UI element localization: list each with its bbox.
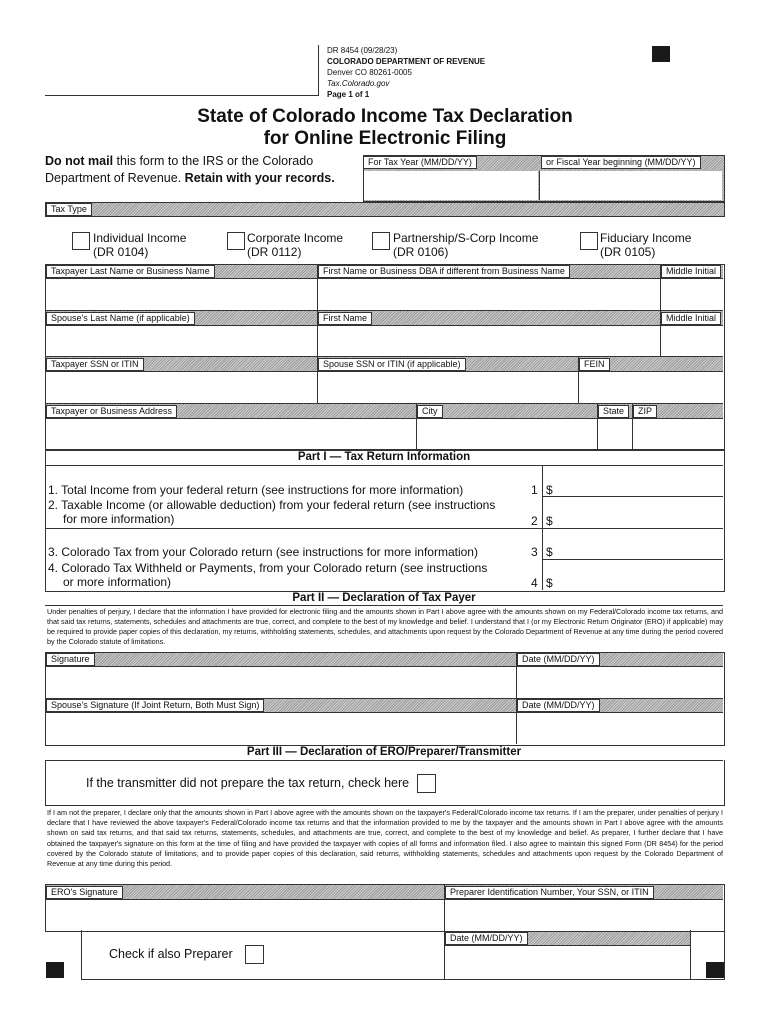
line-3-amount-input[interactable]: [556, 530, 722, 558]
intro-text-2: Department of Revenue.: [45, 171, 185, 185]
corporate-income-form: (DR 0112): [247, 245, 302, 259]
first-name-dba-input[interactable]: [318, 279, 659, 310]
signature-date-input[interactable]: [517, 667, 722, 698]
tax-year-label: For Tax Year (MM/DD/YY): [363, 156, 477, 169]
signature-date-label: Date (MM/DD/YY): [517, 653, 600, 666]
partnership-income-label: Partnership/S-Corp Income: [393, 231, 539, 245]
department-address: Denver CO 80261-0005: [327, 68, 412, 77]
line-number: 3.: [48, 545, 59, 559]
taxpayer-last-name-input[interactable]: [46, 279, 316, 310]
fiscal-year-label: or Fiscal Year beginning (MM/DD/YY): [541, 156, 701, 169]
tax-year-input[interactable]: [364, 171, 538, 200]
first-name-dba-label: First Name or Business DBA if different from Business Name: [318, 265, 570, 278]
zip-label: ZIP: [633, 405, 657, 418]
line-text: Colorado Tax from your Colorado return (see instructions for more information): [61, 545, 478, 559]
city-label: City: [417, 405, 443, 418]
spouse-first-name-input[interactable]: [318, 326, 659, 356]
partnership-income-option: [393, 231, 538, 259]
taxpayer-ssn-input[interactable]: [46, 372, 316, 403]
middle-initial-input[interactable]: [661, 279, 722, 310]
form-number: DR 8454 (09/28/23): [327, 46, 398, 55]
part3-declaration: If I am not the preparer, I declare only that the amounts shown in Part I above agree with the amounts shown on the taxpayer's Federal/Colorado income tax returns. If I am the preparer, under penalties of perjury I declare that I have reviewed the above taxpayer's Federal/Colorado income tax returns and that the information provided to me by the taxpayer and the amounts shown in Part I above agree with the amounts shown on said tax returns, and that said tax returns, statements, schedules, and attachments are true, correct, and complete to the best of my knowledge and belief. As preparer, I further declare that I have obtained the taxpayer's signature on this form at the time of filing and have provided the taxpayer with copies of all forms and information filed. I also agree to maintain this signed Form (DR 8454) for the period covered by the Colorado statute of limitations, and to provide paper copies of this declaration, said returns, withholding statements, schedules and attachments upon request by the Colorado Department of Revenue at any time during this period.: [47, 808, 723, 869]
dollar-sign: $: [546, 514, 553, 528]
page-number: Page 1 of 1: [327, 90, 370, 99]
line-text-cont: or more information): [63, 575, 172, 589]
fiduciary-income-option: [600, 231, 691, 259]
fiscal-year-input[interactable]: [540, 171, 722, 200]
middle-initial-label-2: Middle Initial: [661, 312, 721, 325]
line-text-cont: for more information): [63, 512, 175, 526]
spouse-ssn-input[interactable]: [318, 372, 577, 403]
divider: [690, 930, 691, 979]
intro-bold-2: Retain with your records.: [184, 171, 335, 185]
middle-initial-label: Middle Initial: [661, 265, 721, 278]
rule: [45, 310, 723, 311]
corporate-income-label: Corporate Income: [247, 231, 344, 245]
spouse-middle-initial-input[interactable]: [661, 326, 722, 356]
part1-rule: [542, 559, 723, 560]
corporate-income-option: [247, 231, 343, 259]
line-4-amount-input[interactable]: [556, 561, 722, 589]
preparer-id-input[interactable]: [445, 900, 722, 929]
transmitter-checkbox[interactable]: [417, 774, 436, 793]
title-line-1: State of Colorado Income Tax Declaration: [197, 106, 573, 127]
part1-rule: [542, 496, 723, 497]
partnership-income-checkbox[interactable]: [372, 232, 390, 250]
line-box-number: 4: [531, 576, 538, 590]
part1-line-1: [48, 483, 538, 497]
part1-line-3: [48, 545, 538, 559]
spouse-signature-label: Spouse's Signature (If Joint Return, Both Must Sign): [46, 699, 264, 712]
also-preparer-text: Check if also Preparer: [109, 947, 233, 961]
line-2-amount-input[interactable]: [556, 498, 722, 527]
spouse-last-name-label: Spouse's Last Name (if applicable): [46, 312, 195, 325]
header-rule: [45, 95, 318, 96]
address-label: Taxpayer or Business Address: [46, 405, 177, 418]
city-input[interactable]: [417, 419, 596, 449]
fiduciary-income-form: (DR 0105): [600, 245, 656, 259]
header-divider: [318, 45, 319, 96]
tax-type-label: Tax Type: [46, 203, 92, 216]
fein-label: FEIN: [579, 358, 610, 371]
part3-title: Part III — Declaration of ERO/Preparer/Transmitter: [246, 746, 522, 758]
signature-label: Signature: [46, 653, 95, 666]
page-title: [0, 106, 770, 150]
registration-mark-bottom-left: [46, 962, 64, 978]
address-input[interactable]: [46, 419, 415, 449]
state-label: State: [598, 405, 629, 418]
fiduciary-income-checkbox[interactable]: [580, 232, 598, 250]
partnership-income-form: (DR 0106): [393, 245, 449, 259]
taxpayer-last-name-label: Taxpayer Last Name or Business Name: [46, 265, 215, 278]
zip-input[interactable]: [633, 419, 722, 449]
individual-income-checkbox[interactable]: [72, 232, 90, 250]
preparer-id-label: Preparer Identification Number, Your SSN, or ITIN: [445, 886, 654, 899]
spouse-ssn-label: Spouse SSN or ITIN (if applicable): [318, 358, 466, 371]
tax-year-divider: [539, 171, 540, 200]
intro-text: [45, 153, 365, 187]
signature-input[interactable]: [46, 667, 515, 698]
fiduciary-income-label: Fiduciary Income: [600, 231, 692, 245]
part1-line-2: [48, 498, 538, 526]
part2-title-rule: [45, 605, 723, 606]
fein-input[interactable]: [579, 372, 722, 403]
line-1-amount-input[interactable]: [556, 467, 722, 495]
individual-income-form: (DR 0104): [93, 245, 149, 259]
department-website: Tax.Colorado.gov: [327, 79, 390, 88]
signature-header: [46, 653, 723, 666]
line-number: 2.: [48, 498, 59, 512]
line-box-number: 3: [531, 545, 538, 559]
ero-date-label: Date (MM/DD/YY): [445, 932, 528, 945]
line-text: Taxable Income (or allowable deduction) from your federal return (see instructions: [61, 498, 496, 512]
spouse-date-label: Date (MM/DD/YY): [517, 699, 600, 712]
form-header: [327, 45, 485, 100]
state-input[interactable]: [598, 419, 631, 449]
taxpayer-ssn-label: Taxpayer SSN or ITIN: [46, 358, 144, 371]
part1-rule: [45, 528, 723, 529]
rule: [45, 403, 723, 404]
spouse-last-name-input[interactable]: [46, 326, 316, 356]
ero-date-input[interactable]: [445, 946, 689, 978]
spouse-signature-input[interactable]: [46, 713, 515, 743]
also-preparer-checkbox[interactable]: [245, 945, 264, 964]
dollar-sign: $: [546, 576, 553, 590]
ero-signature-input[interactable]: [46, 900, 443, 929]
dollar-sign: $: [546, 483, 553, 497]
part2-declaration: Under penalties of perjury, I declare that the information I have provided for electronic filing and the amounts shown in Part I above agree with the amounts shown on my Federal/Colorado income tax returns, and that said tax returns, statements, schedules and attachments are true, correct, and complete to the best of my knowledge and belief. I understand that I (or my Electronic Return Originator (ERO) if applicable) may be required to provide paper copies of this declaration, my returns, withholding statements, schedules, and attachments upon request by the Colorado Department of Revenue at any time during the period covered by the Colorado statute of limitations.: [47, 607, 723, 646]
first-name-label: First Name: [318, 312, 372, 325]
intro-text-1: this form to the IRS or the Colorado: [113, 154, 314, 168]
tax-type-bar: [45, 202, 725, 217]
spouse-date-input[interactable]: [517, 713, 722, 743]
line-text: Colorado Tax Withheld or Payments, from your Colorado return (see instructions: [61, 561, 488, 575]
individual-income-label: Individual Income: [93, 231, 187, 245]
ero-signature-label: ERO's Signature: [46, 886, 123, 899]
department-name: COLORADO DEPARTMENT OF REVENUE: [327, 57, 486, 66]
dollar-sign: $: [546, 545, 553, 559]
title-line-2: for Online Electronic Filing: [263, 128, 507, 149]
line-number: 1.: [48, 483, 59, 497]
part2-title: Part II — Declaration of Tax Payer: [292, 592, 476, 604]
corporate-income-checkbox[interactable]: [227, 232, 245, 250]
individual-income-option: [93, 231, 186, 259]
line-box-number: 1: [531, 483, 538, 497]
intro-bold-1: Do not mail: [45, 154, 114, 168]
part1-line-4: [48, 561, 538, 589]
rule: [45, 356, 723, 357]
line-number: 4.: [48, 561, 59, 575]
part1-title-rule: [45, 465, 723, 466]
registration-mark-top: [652, 46, 670, 62]
transmitter-check-text: If the transmitter did not prepare the tax return, check here: [86, 776, 410, 790]
line-box-number: 2: [531, 514, 538, 528]
line-text: Total Income from your federal return (see instructions for more information): [61, 483, 464, 497]
part1-title: Part I — Tax Return Information: [297, 451, 471, 463]
